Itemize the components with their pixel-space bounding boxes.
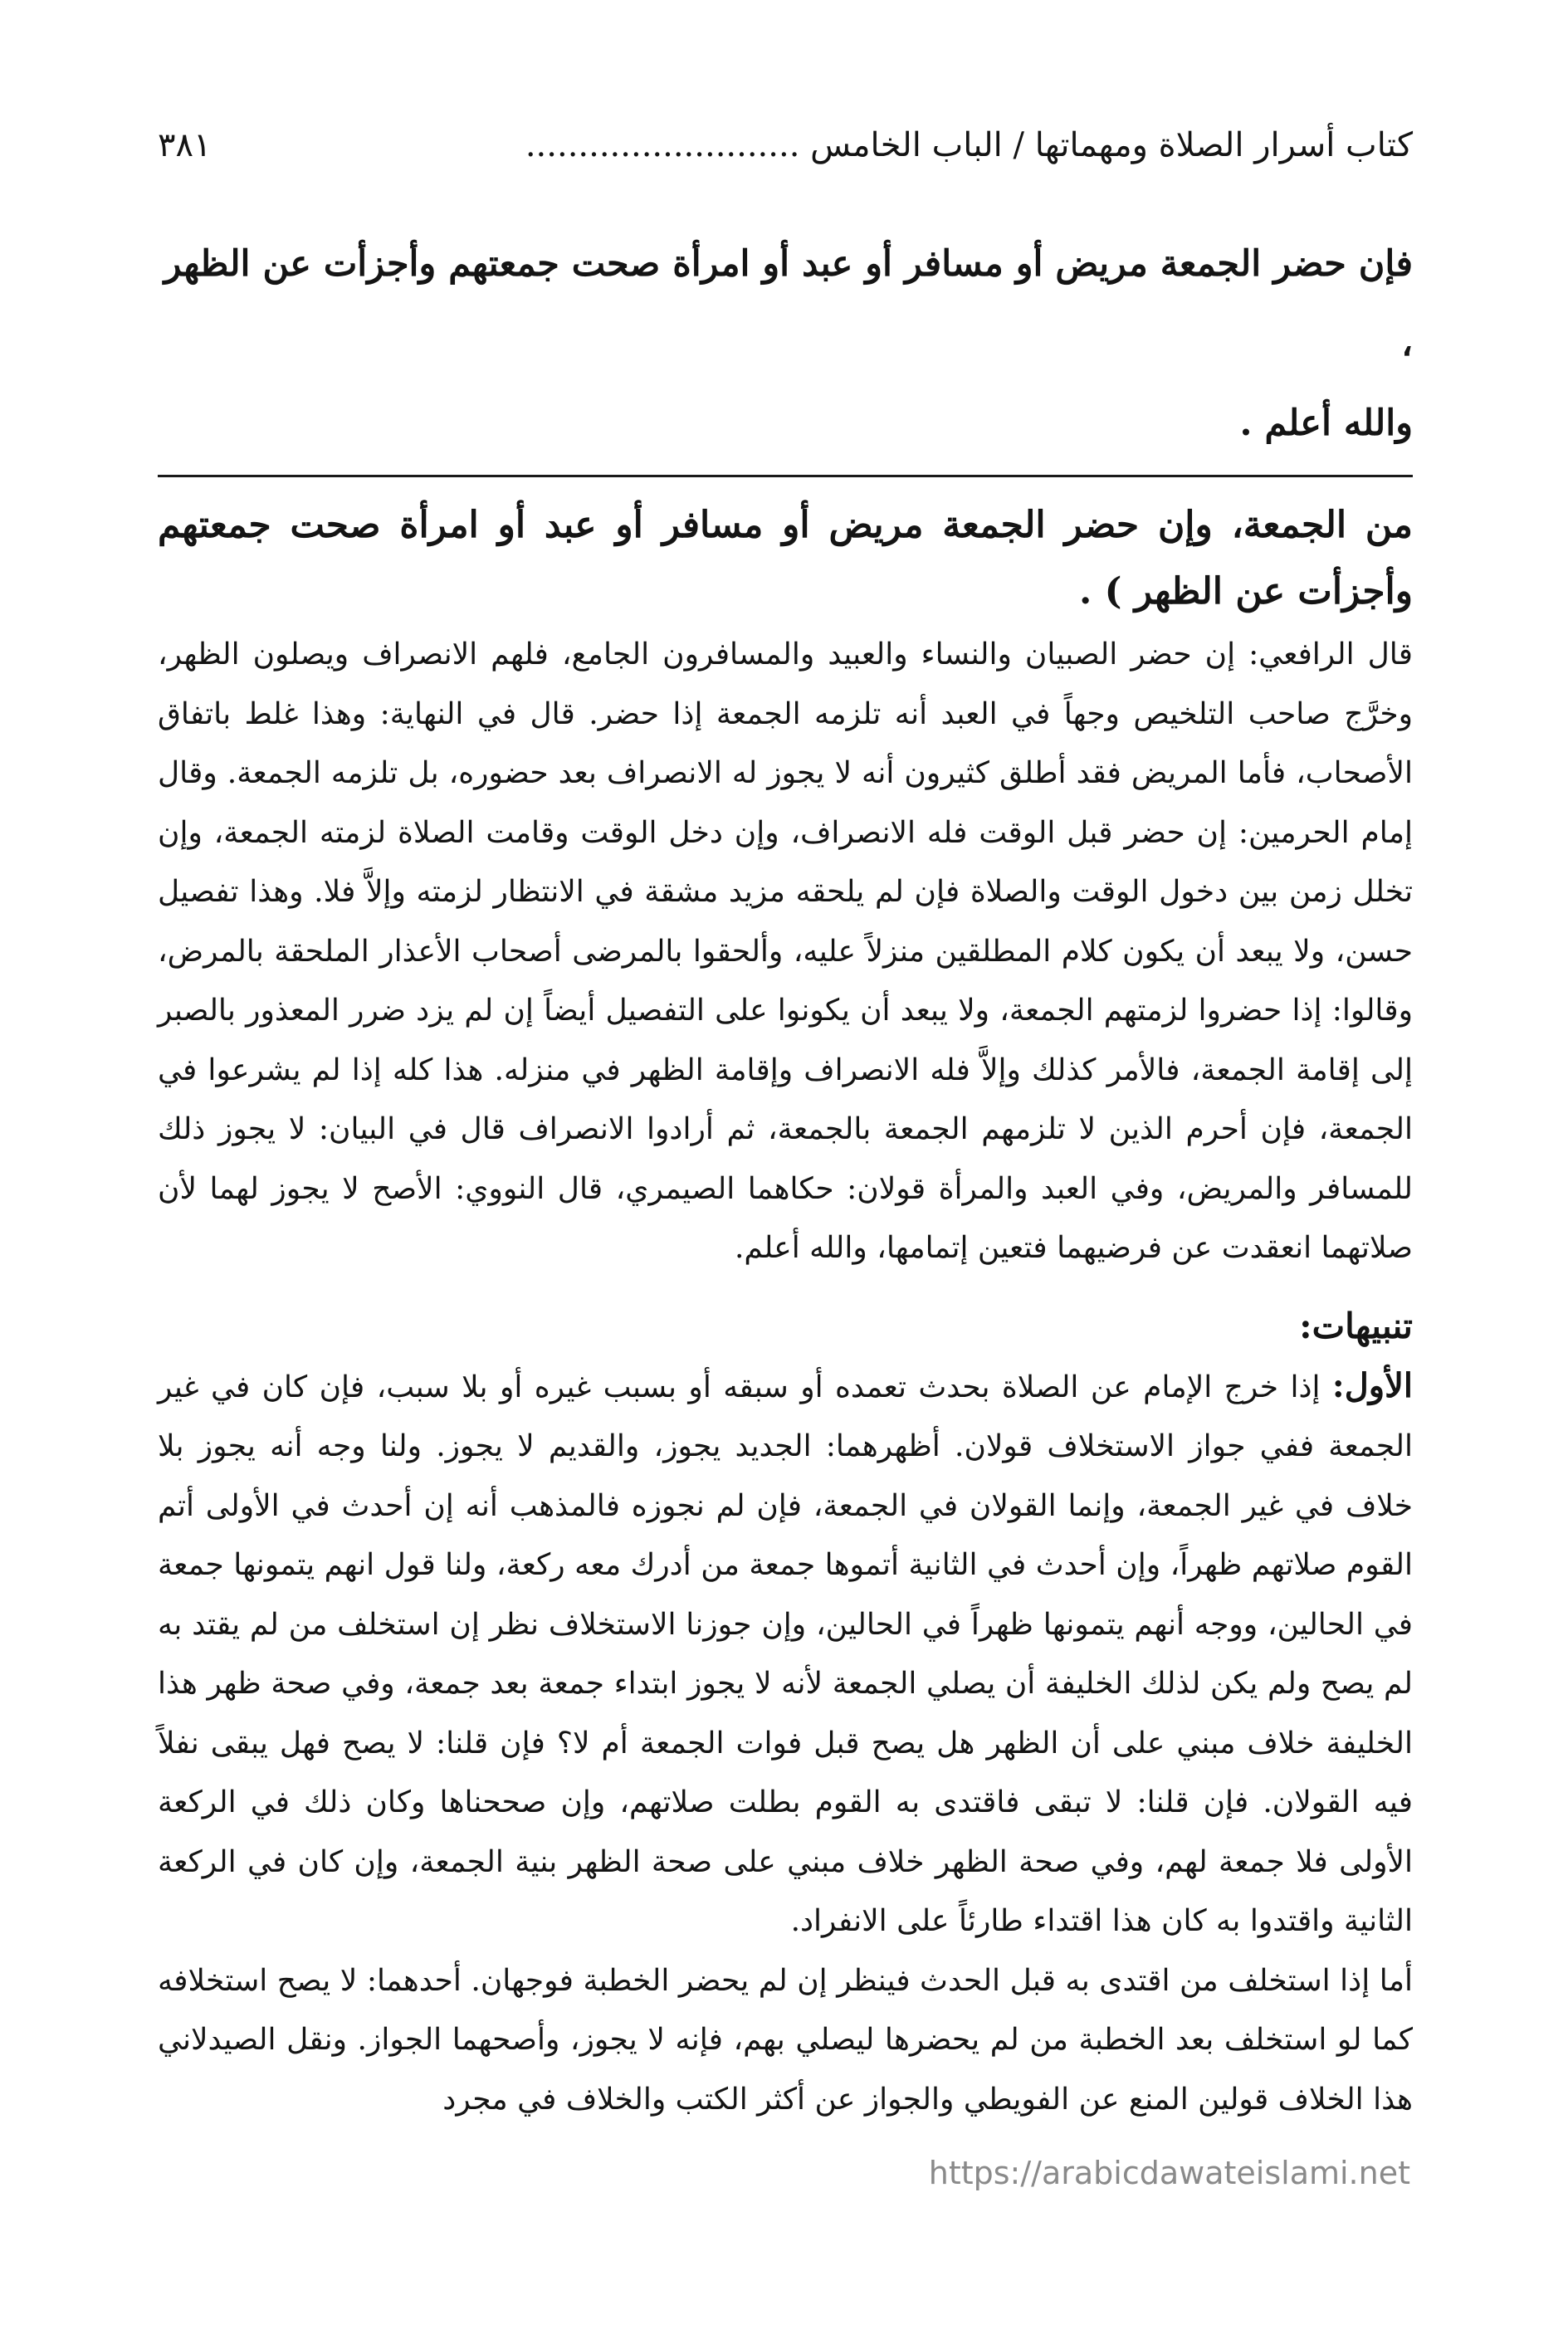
book-page	[158, 116, 1413, 2129]
tanbihat-heading: تنبيهات:	[1299, 1305, 1413, 1346]
commentary-paragraph-1: قال الرافعي: إن حضر الصبيان والنساء والعبيد والمسافرون الجامع، فلهم الانصراف ويصلون الظهر، وخرَّج صاحب التلخيص وجهاً في العبد أنه تلزمه الجمعة إذا حضر. قال في النهاية: وهذا غلط باتفاق الأصحاب، فأما المريض فقد أطلق كثيرون أنه لا يجوز له الانصراف بعد حضوره، بل تلزمه الجمعة. وقال إمام الحرمين: إن حضر قبل الوقت فله الانصراف، وإن دخل الوقت وقامت الصلاة لزمته الجمعة، وإن تخلل زمن بين دخول الوقت والصلاة فإن لم يلحقه مزيد مشقة في الانتظار لزمته وإلاَّ فلا. وهذا تفصيل حسن، ولا يبعد أن يكون كلام المطلقين منزلاً عليه، وألحقوا بالمرضى أصحاب الأعذار الملحقة بالمرض، وقالوا: إذا حضروا لزمتهم الجمعة، ولا يبعد أن يكونوا على التفصيل أيضاً إن لم يزد ضرر المعذور بالصبر إلى إقامة الجمعة، فالأمر كذلك وإلاَّ فله الانصراف وإقامة الظهر في منزله. هذا كله إذا لم يشرعوا في الجمعة، فإن أحرم الذين لا تلزمهم الجمعة بالجمعة، ثم أرادوا الانصراف قال في البيان: لا يجوز ذلك للمسافر والمريض، وفي العبد والمرأة قولان: حكاهما الصيمري، قال النووي: الأصح لا يجوز لهما لأن صلاتهما انعقدت عن فرضيهما فتعين إتمامها، والله أعلم.	[158, 637, 1413, 1265]
running-header	[158, 116, 1413, 174]
matn-line-2: والله أعلم .	[1239, 403, 1413, 444]
tanbih-first-label: الأول:	[1331, 1365, 1413, 1405]
commentary-quoted-matn: من الجمعة، وإن حضر الجمعة مريض أو مسافر أو عبد أو امرأة صحت جمعتهم وأجزأت عن الظهر ) .	[158, 504, 1413, 613]
tanbih-first-text: إذا خرج الإمام عن الصلاة بحدث تعمده أو سبقه أو بسبب غيره أو بلا سبب، فإن كان في غير الجمعة ففي جواز الاستخلاف قولان. أظهرهما: الجديد يجوز، والقديم لا يجوز. ولنا وجه أنه يجوز بلا خلاف في غير الجمعة، وإنما القولان في الجمعة، فإن لم نجوزه فالمذهب أنه إن أحدث في الأولى أتم القوم صلاتهم ظهراً، وإن أحدث في الثانية أتموها جمعة من أدرك معه ركعة، ولنا قول انهم يتمونها جمعة في الحالين، ووجه أنهم يتمونها ظهراً في الحالين، وإن جوزنا الاستخلاف نظر إن استخلف من لم يقتد به لم يصح ولم يكن لذلك الخليفة أن يصلي الجمعة لأنه لا يجوز ابتداء جمعة بعد جمعة، وفي صحة ظهر هذا الخليفة خلاف مبني على أن الظهر هل يصح قبل فوات الجمعة أم لا؟ فإن قلنا: لا يصح فهل يبقى نفلاً فيه القولان. فإن قلنا: لا تبقى فاقتدى به القوم بطلت صلاتهم، وإن صححناها وكان ذلك في الركعة الأولى فلا جمعة لهم، وفي صحة الظهر خلاف مبني على صحة الظهر بنية الجمعة، وإن كان في الركعة الثانية واقتدوا به كان هذا اقتداء طارئاً على الانفراد.	[158, 1370, 1413, 1938]
matn-line-1: فإن حضر الجمعة مريض أو مسافر أو عبد أو امرأة صحت جمعتهم وأجزأت عن الظهر ،	[164, 243, 1413, 364]
tanbih-paragraph-2: أما إذا استخلف من اقتدى به قبل الحدث فينظر إن لم يحضر الخطبة فوجهان. أحدهما: لا يصح استخلافه كما لو استخلف بعد الخطبة من لم يحضرها ليصلي بهم، فإنه لا يجوز، وأصحهما الجواز. ونقل الصيدلاني هذا الخلاف قولين المنع عن الفويطي والجواز عن أكثر الكتب والخلاف في مجرد	[158, 1963, 1413, 2117]
running-title: كتاب أسرار الصلاة ومهماتها / الباب الخامس ..........................	[525, 126, 1413, 164]
page-number: ٣٨١	[158, 126, 212, 164]
tanbih-first-paragraph	[158, 1356, 1413, 1951]
matn-text	[158, 224, 1413, 463]
watermark-url: https://arabicdawateislami.net	[928, 2155, 1410, 2191]
separator-rule	[158, 475, 1413, 477]
